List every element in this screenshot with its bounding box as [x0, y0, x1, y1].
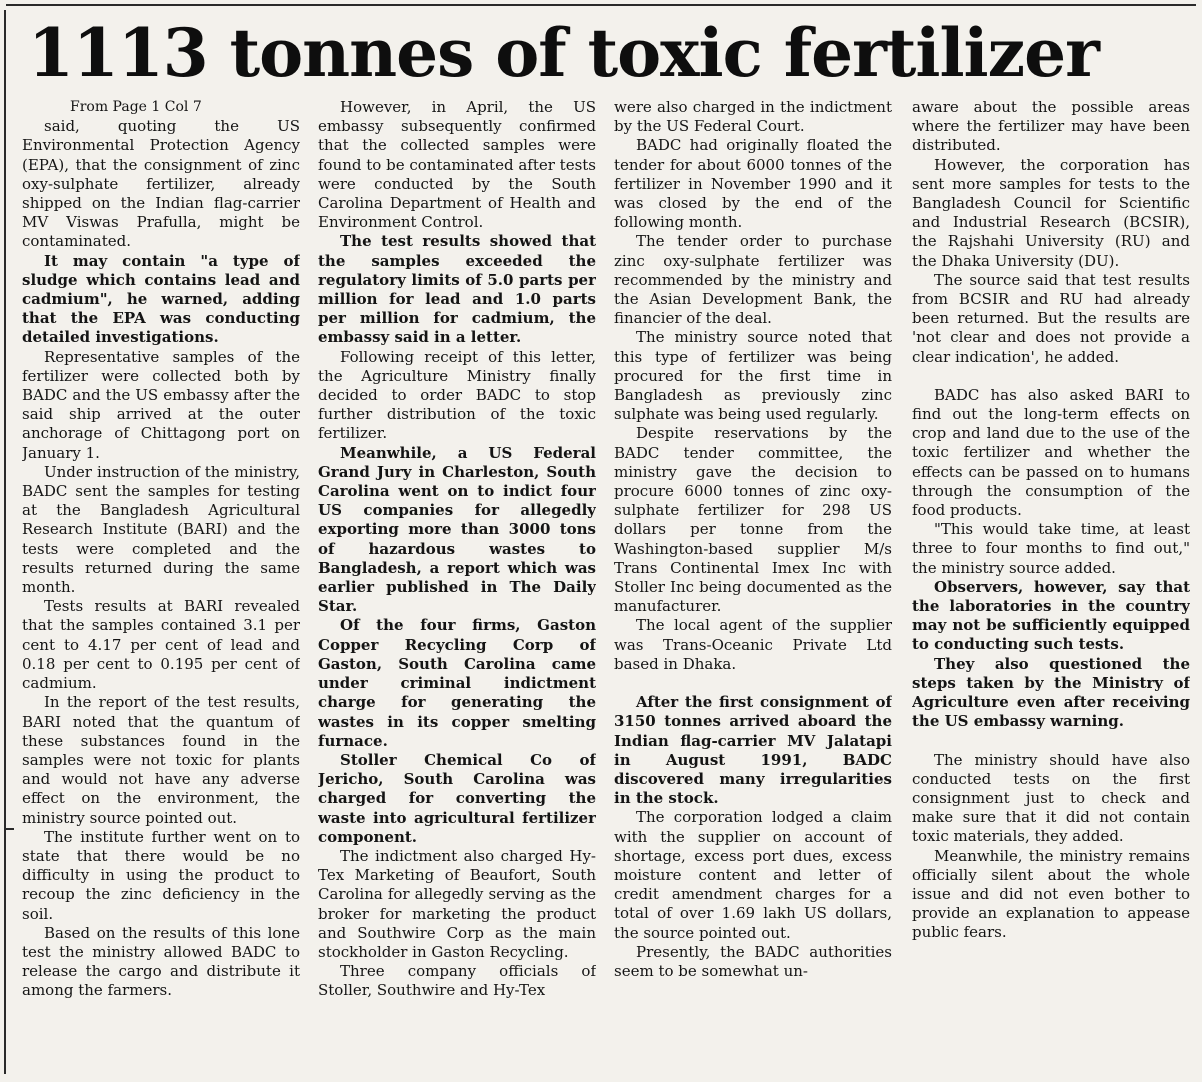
- article-paragraph: Representative samples of the fertilizer were collected both by BADC and the US embassy after the said ship arrived at the outer anchorage of Chittagong port on January 1.: [22, 347, 300, 462]
- article-paragraph: They also questioned the steps taken by the Ministry of Agriculture even after receiving the US embassy warning.: [912, 654, 1190, 731]
- article-paragraph: The local agent of the supplier was Trans-Oceanic Private Ltd based in Dhaka.: [614, 616, 892, 673]
- article-paragraph: The indictment also charged Hy-Tex Marketing of Beaufort, South Carolina for allegedly serving as the broker for marketing the product and Southwire Corp as the main stockholder in Gaston Recycling.: [318, 846, 596, 961]
- dateline: From Page 1 Col 7: [70, 99, 202, 115]
- article-paragraph: The institute further went on to state that there would be no difficulty in using the product to recoup the zinc deficiency in the soil.: [22, 827, 300, 923]
- article-paragraph: Based on the results of this lone test the ministry allowed BADC to release the cargo and distribute it among the farmers.: [22, 923, 300, 1000]
- article-paragraph: BADC had originally floated the tender for about 6000 tonnes of the fertilizer in November 1990 and it was closed by the end of the following month.: [614, 136, 892, 232]
- article-paragraph: Stoller Chemical Co of Jericho, South Carolina was charged for converting the waste into agricultural fertilizer component.: [318, 750, 596, 846]
- article-paragraph: Following receipt of this letter, the Agriculture Ministry finally decided to order BADC to stop further distribution of the toxic fertilizer.: [318, 347, 596, 443]
- article-paragraph: However, in April, the US embassy subsequently confirmed that the collected samples were found to be contaminated after tests were conducted by the South Carolina Department of Health and Environment Control.: [318, 98, 596, 232]
- article-paragraph: Meanwhile, the ministry remains officially silent about the whole issue and did not even bother to provide an explanation to appease public fears.: [912, 846, 1190, 942]
- article-paragraph: The ministry should have also conducted tests on the first consignment just to check and make sure that it did not contain toxic materials, they added.: [912, 750, 1190, 846]
- article-paragraph: Meanwhile, a US Federal Grand Jury in Charleston, South Carolina went on to indict four US companies for allegedly exporting more than 3000 tons of hazardous wastes to Bangladesh, a report which was earlier published in The Daily Star.: [318, 443, 596, 616]
- article-paragraph: said, quoting the US Environmental Protection Agency (EPA), that the consignment of zinc oxy-sulphate fertilizer, already shipped on the Indian flag-carrier MV Viswas Prafulla, might be contaminated.: [22, 117, 300, 251]
- article-paragraph: The tender order to purchase zinc oxy-sulphate fertilizer was recommended by the ministry and the Asian Development Bank, the financier of the deal.: [614, 232, 892, 328]
- article-paragraph: The corporation lodged a claim with the supplier on account of shortage, excess port dues, excess moisture content and letter of credit amendment charges for a total of over 1.69 lakh US dollars, the source pointed out.: [614, 808, 892, 942]
- article-paragraph: were also charged in the indictment by the US Federal Court.: [614, 98, 892, 136]
- article-paragraph: Presently, the BADC authorities seem to be somewhat un-: [614, 942, 892, 980]
- left-rule: [4, 10, 6, 1074]
- article-paragraph: Observers, however, say that the laboratories in the country may not be sufficiently equipped to conducting such tests.: [912, 577, 1190, 654]
- article-paragraph: After the first consignment of 3150 tonnes arrived aboard the Indian flag-carrier MV Jalatapi in August 1991, BADC discovered many irregularities in the stock.: [614, 693, 892, 808]
- article-paragraph: "This would take time, at least three to four months to find out," the ministry source added.: [912, 520, 1190, 577]
- article-paragraph: BADC has also asked BARI to find out the long-term effects on crop and land due to the use of the toxic fertilizer and whether the effects can be passed on to humans through the consumption of the food products.: [912, 385, 1190, 520]
- article-paragraph: The source said that test results from BCSIR and RU had already been returned. But the results are 'not clear and does not provide a clear indication', he added.: [912, 270, 1190, 366]
- article-column-3: [614, 98, 892, 1076]
- article-paragraph: It may contain "a type of sludge which contains lead and cadmium", he warned, adding that the EPA was conducting detailed investigations.: [22, 251, 300, 347]
- article-paragraph: The test results showed that the samples exceeded the regulatory limits of 5.0 parts per million for lead and 1.0 parts per million for cadmium, the embassy said in a letter.: [318, 232, 596, 347]
- article-paragraph: The ministry source noted that this type of fertilizer was being procured for the first time in Bangladesh as previously zinc sulphate was being used regularly.: [614, 328, 892, 424]
- edge-mark: [4, 828, 14, 830]
- article-column-1: [22, 98, 300, 1076]
- article-paragraph: Despite reservations by the BADC tender committee, the ministry gave the decision to procure 6000 tonnes of zinc oxy-sulphate fertilizer for 298 US dollars per tonne from the Washington-based supplier M/s Trans Continental Imex Inc with Stoller Inc being documented as the manufacturer.: [614, 424, 892, 616]
- article-paragraph: However, the corporation has sent more samples for tests to the Bangladesh Council for Scientific and Industrial Research (BCSIR), the Rajshahi University (RU) and the Dhaka University (DU).: [912, 155, 1190, 270]
- article-paragraph: Tests results at BARI revealed that the samples contained 3.1 per cent to 4.17 per cent of lead and 0.18 per cent to 0.195 per cent of cadmium.: [22, 597, 300, 693]
- article-paragraph: In the report of the test results, BARI noted that the quantum of these substances found in the samples were not toxic for plants and would not have any adverse effect on the environment, the ministry source pointed out.: [22, 693, 300, 827]
- article-paragraph: Of the four firms, Gaston Copper Recycling Corp of Gaston, South Carolina came under criminal indictment charge for generating the wastes in its copper smelting furnace.: [318, 616, 596, 750]
- article-paragraph: aware about the possible areas where the fertilizer may have been distributed.: [912, 98, 1190, 155]
- article-column-2: [318, 98, 596, 1076]
- headline: 1113 tonnes of toxic fertilizer: [28, 14, 1099, 92]
- top-rule: [6, 4, 1196, 9]
- article-paragraph: Under instruction of the ministry, BADC sent the samples for testing at the Bangladesh Agricultural Research Institute (BARI) and the tests were completed and the results returned during the same month.: [22, 462, 300, 597]
- article-column-4: [912, 98, 1190, 1076]
- article-paragraph: Three company officials of Stoller, Southwire and Hy-Tex: [318, 962, 596, 1000]
